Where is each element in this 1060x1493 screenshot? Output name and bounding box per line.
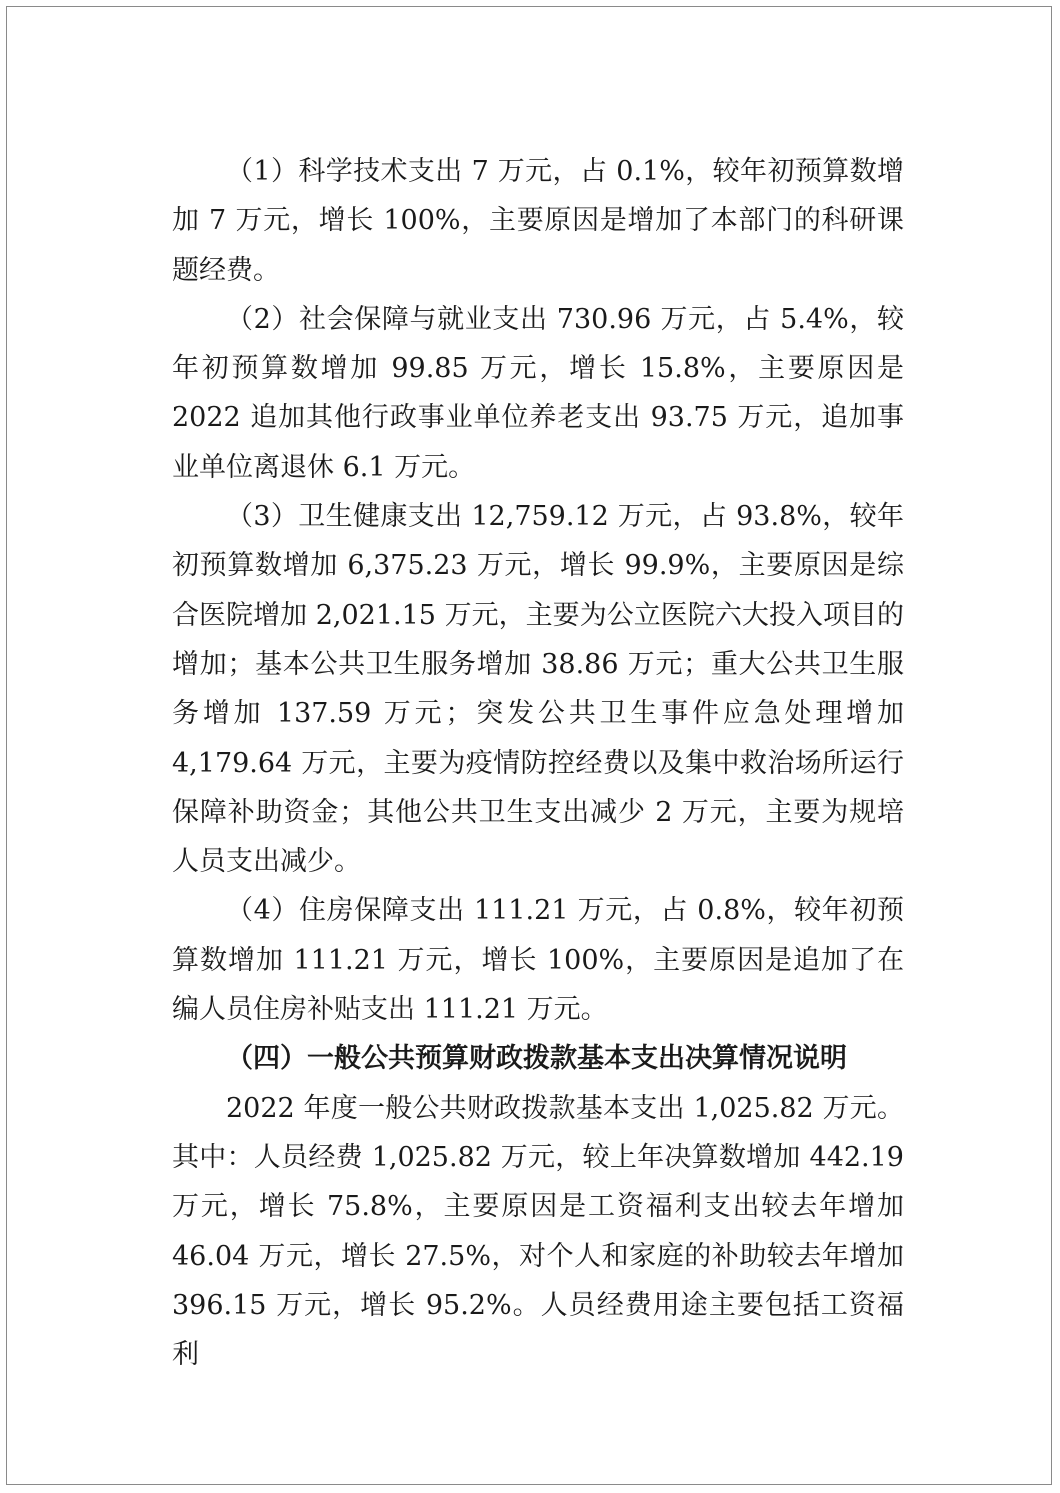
section-heading: （四）一般公共预算财政拨款基本支出决算情况说明 [226,1043,847,1075]
paragraph-health: （3）卫生健康支出 12,759.12 万元，占 93.8%，较年初预算数增加 6,375.23 万元，增长 99.9%，主要原因是综合医院增加 2,021.15 万元，主要为公立医院六大投入项目的增加；基本公共卫生服务增加 38.86 万元；重大公共卫生服务增加 137.59 万元；突发公共卫生事件应急处理增加 4,179.64 万元，主要为疫情防控经费以及集中救治场所运行保障补助资金；其他公共卫生支出减少 2 万元，主要为规培人员支出减少。 [172,501,904,878]
paragraph-social-security: （2）社会保障与就业支出 730.96 万元，占 5.4%，较年初预算数增加 99.85 万元，增长 15.8%，主要原因是 2022 追加其他行政事业单位养老支出 93.75 万元，追加事业单位离退休 6.1 万元。 [172,303,904,483]
document-body [172,147,904,1379]
paragraph-science-tech: （1）科学技术支出 7 万元，占 0.1%，较年初预算数增加 7 万元，增长 100%，主要原因是增加了本部门的科研课题经费。 [172,156,904,286]
paragraph-basic-expenditure: 2022 年度一般公共财政拨款基本支出 1,025.82 万元。其中：人员经费 1,025.82 万元，较上年决算数增加 442.19 万元，增长 75.8%，主要原因是工资福利支出较去年增加 46.04 万元，增长 27.5%，对个人和家庭的补助较去年增加 396.15 万元，增长 95.2%。人员经费用途主要包括工资福利 [172,1092,904,1371]
page-frame [6,6,1052,1485]
paragraph-housing: （4）住房保障支出 111.21 万元，占 0.8%，较年初预算数增加 111.21 万元，增长 100%，主要原因是追加了在编人员住房补贴支出 111.21 万元。 [172,895,904,1026]
